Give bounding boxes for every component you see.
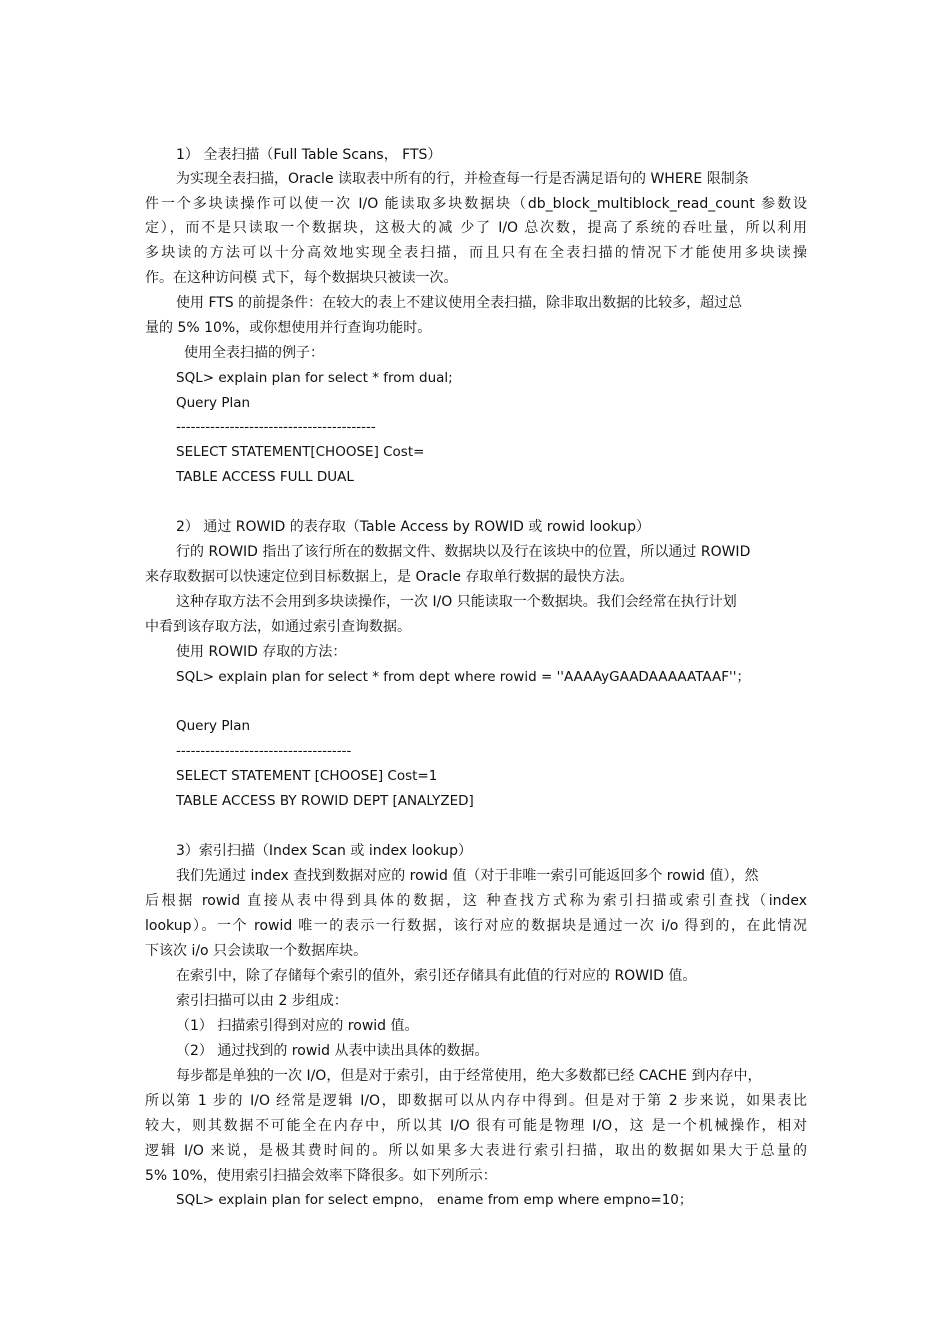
text-line: lookup）。一个 rowid 唯一的表示一行数据，该行对应的数据块是通过一次 i/o 得到的，在此情况 bbox=[145, 918, 807, 934]
text-line: 在索引中，除了存储每个索引的值外，索引还存储具有此值的行对应的 ROWID 值。 bbox=[176, 968, 697, 984]
text-line: 量的 5% 10%，或你想使用并行查询功能时。 bbox=[145, 320, 432, 336]
text-line: 件一个多块读操作可以使一次 I/O 能读取多块数据块（db_block_multiblock_read_count 参数设 bbox=[145, 196, 807, 212]
text-line: 多块读的方法可以十分高效地实现全表扫描，而且只有在全表扫描的情况下才能使用多块读操 bbox=[145, 245, 807, 261]
text-line: ------------------------------------ bbox=[176, 743, 352, 759]
text-line: 每步都是单独的一次 I/O，但是对于索引，由于经常使用，绝大多数都已经 CACHE 到内存中， bbox=[176, 1068, 762, 1084]
text-line: （1） 扫描索引得到对应的 rowid 值。 bbox=[176, 1018, 419, 1034]
text-line: 定），而不是只读取一个数据块，这极大的减 少了 I/O 总次数，提高了系统的吞吐量，所以利用 bbox=[145, 220, 807, 236]
text-line: SELECT STATEMENT[CHOOSE] Cost= bbox=[176, 444, 425, 460]
text-line: 行的 ROWID 指出了该行所在的数据文件、数据块以及行在该块中的位置，所以通过 ROWID bbox=[176, 544, 751, 560]
text-line: 较大，则其数据不可能全在内存中，所以其 I/O 很有可能是物理 I/O，这 是一个机械操作，相对 bbox=[145, 1118, 807, 1134]
text-line: TABLE ACCESS FULL DUAL bbox=[176, 469, 354, 485]
text-line: 1） 全表扫描（Full Table Scans， FTS） bbox=[176, 147, 442, 163]
text-line: SQL> explain plan for select * from dual; bbox=[176, 370, 453, 386]
text-line: 3）索引扫描（Index Scan 或 index lookup） bbox=[176, 843, 473, 859]
text-line: SELECT STATEMENT [CHOOSE] Cost=1 bbox=[176, 768, 438, 784]
text-line: 下该次 i/o 只会读取一个数据库块。 bbox=[145, 943, 368, 959]
text-line: 后根据 rowid 直接从表中得到具体的数据，这 种查找方式称为索引扫描或索引查找（index bbox=[145, 893, 807, 909]
text-line: 所以第 1 步的 I/O 经常是逻辑 I/O，即数据可以从内存中得到。但是对于第 2 步来说，如果表比 bbox=[145, 1093, 807, 1109]
text-line: TABLE ACCESS BY ROWID DEPT [ANALYZED] bbox=[176, 793, 474, 809]
text-line: SQL> explain plan for select * from dept where rowid = ''AAAAyGAADAAAAATAAF''； bbox=[176, 669, 750, 685]
text-line: Query Plan bbox=[176, 718, 251, 734]
text-line: 作。在这种访问模 式下，每个数据块只被读一次。 bbox=[145, 270, 458, 286]
text-line: 使用 FTS 的前提条件：在较大的表上不建议使用全表扫描，除非取出数据的比较多，超过总 bbox=[176, 295, 743, 311]
text-line: 使用 ROWID 存取的方法： bbox=[176, 644, 347, 660]
text-line: 中看到该存取方法，如通过索引查询数据。 bbox=[145, 619, 411, 635]
text-line: SQL> explain plan for select empno， ename from emp where empno=10； bbox=[176, 1192, 693, 1208]
text-line: 逻辑 I/O 来说，是极其费时间的。所以如果多大表进行索引扫描，取出的数据如果大于总量的 bbox=[145, 1143, 807, 1159]
text-line: 索引扫描可以由 2 步组成： bbox=[176, 993, 348, 1009]
text-line: （2） 通过找到的 rowid 从表中读出具体的数据。 bbox=[176, 1043, 489, 1059]
text-line: 使用全表扫描的例子： bbox=[184, 345, 324, 361]
text-line: 5% 10%，使用索引扫描会效率下降很多。如下列所示： bbox=[145, 1168, 497, 1184]
text-line: 为实现全表扫描，Oracle 读取表中所有的行，并检查每一行是否满足语句的 WHERE 限制条 bbox=[176, 171, 749, 187]
text-line: 我们先通过 index 查找到数据对应的 rowid 值（对于非唯一索引可能返回多个 rowid 值），然 bbox=[176, 868, 759, 884]
text-line: Query Plan bbox=[176, 395, 251, 411]
text-line: 2） 通过 ROWID 的表存取（Table Access by ROWID 或 rowid lookup） bbox=[176, 519, 650, 535]
text-line: 这种存取方法不会用到多块读操作，一次 I/O 只能读取一个数据块。我们会经常在执行计划 bbox=[176, 594, 737, 610]
text-line: 来存取数据可以快速定位到目标数据上，是 Oracle 存取单行数据的最快方法。 bbox=[145, 569, 634, 585]
text-line: ----------------------------------------- bbox=[176, 419, 376, 435]
